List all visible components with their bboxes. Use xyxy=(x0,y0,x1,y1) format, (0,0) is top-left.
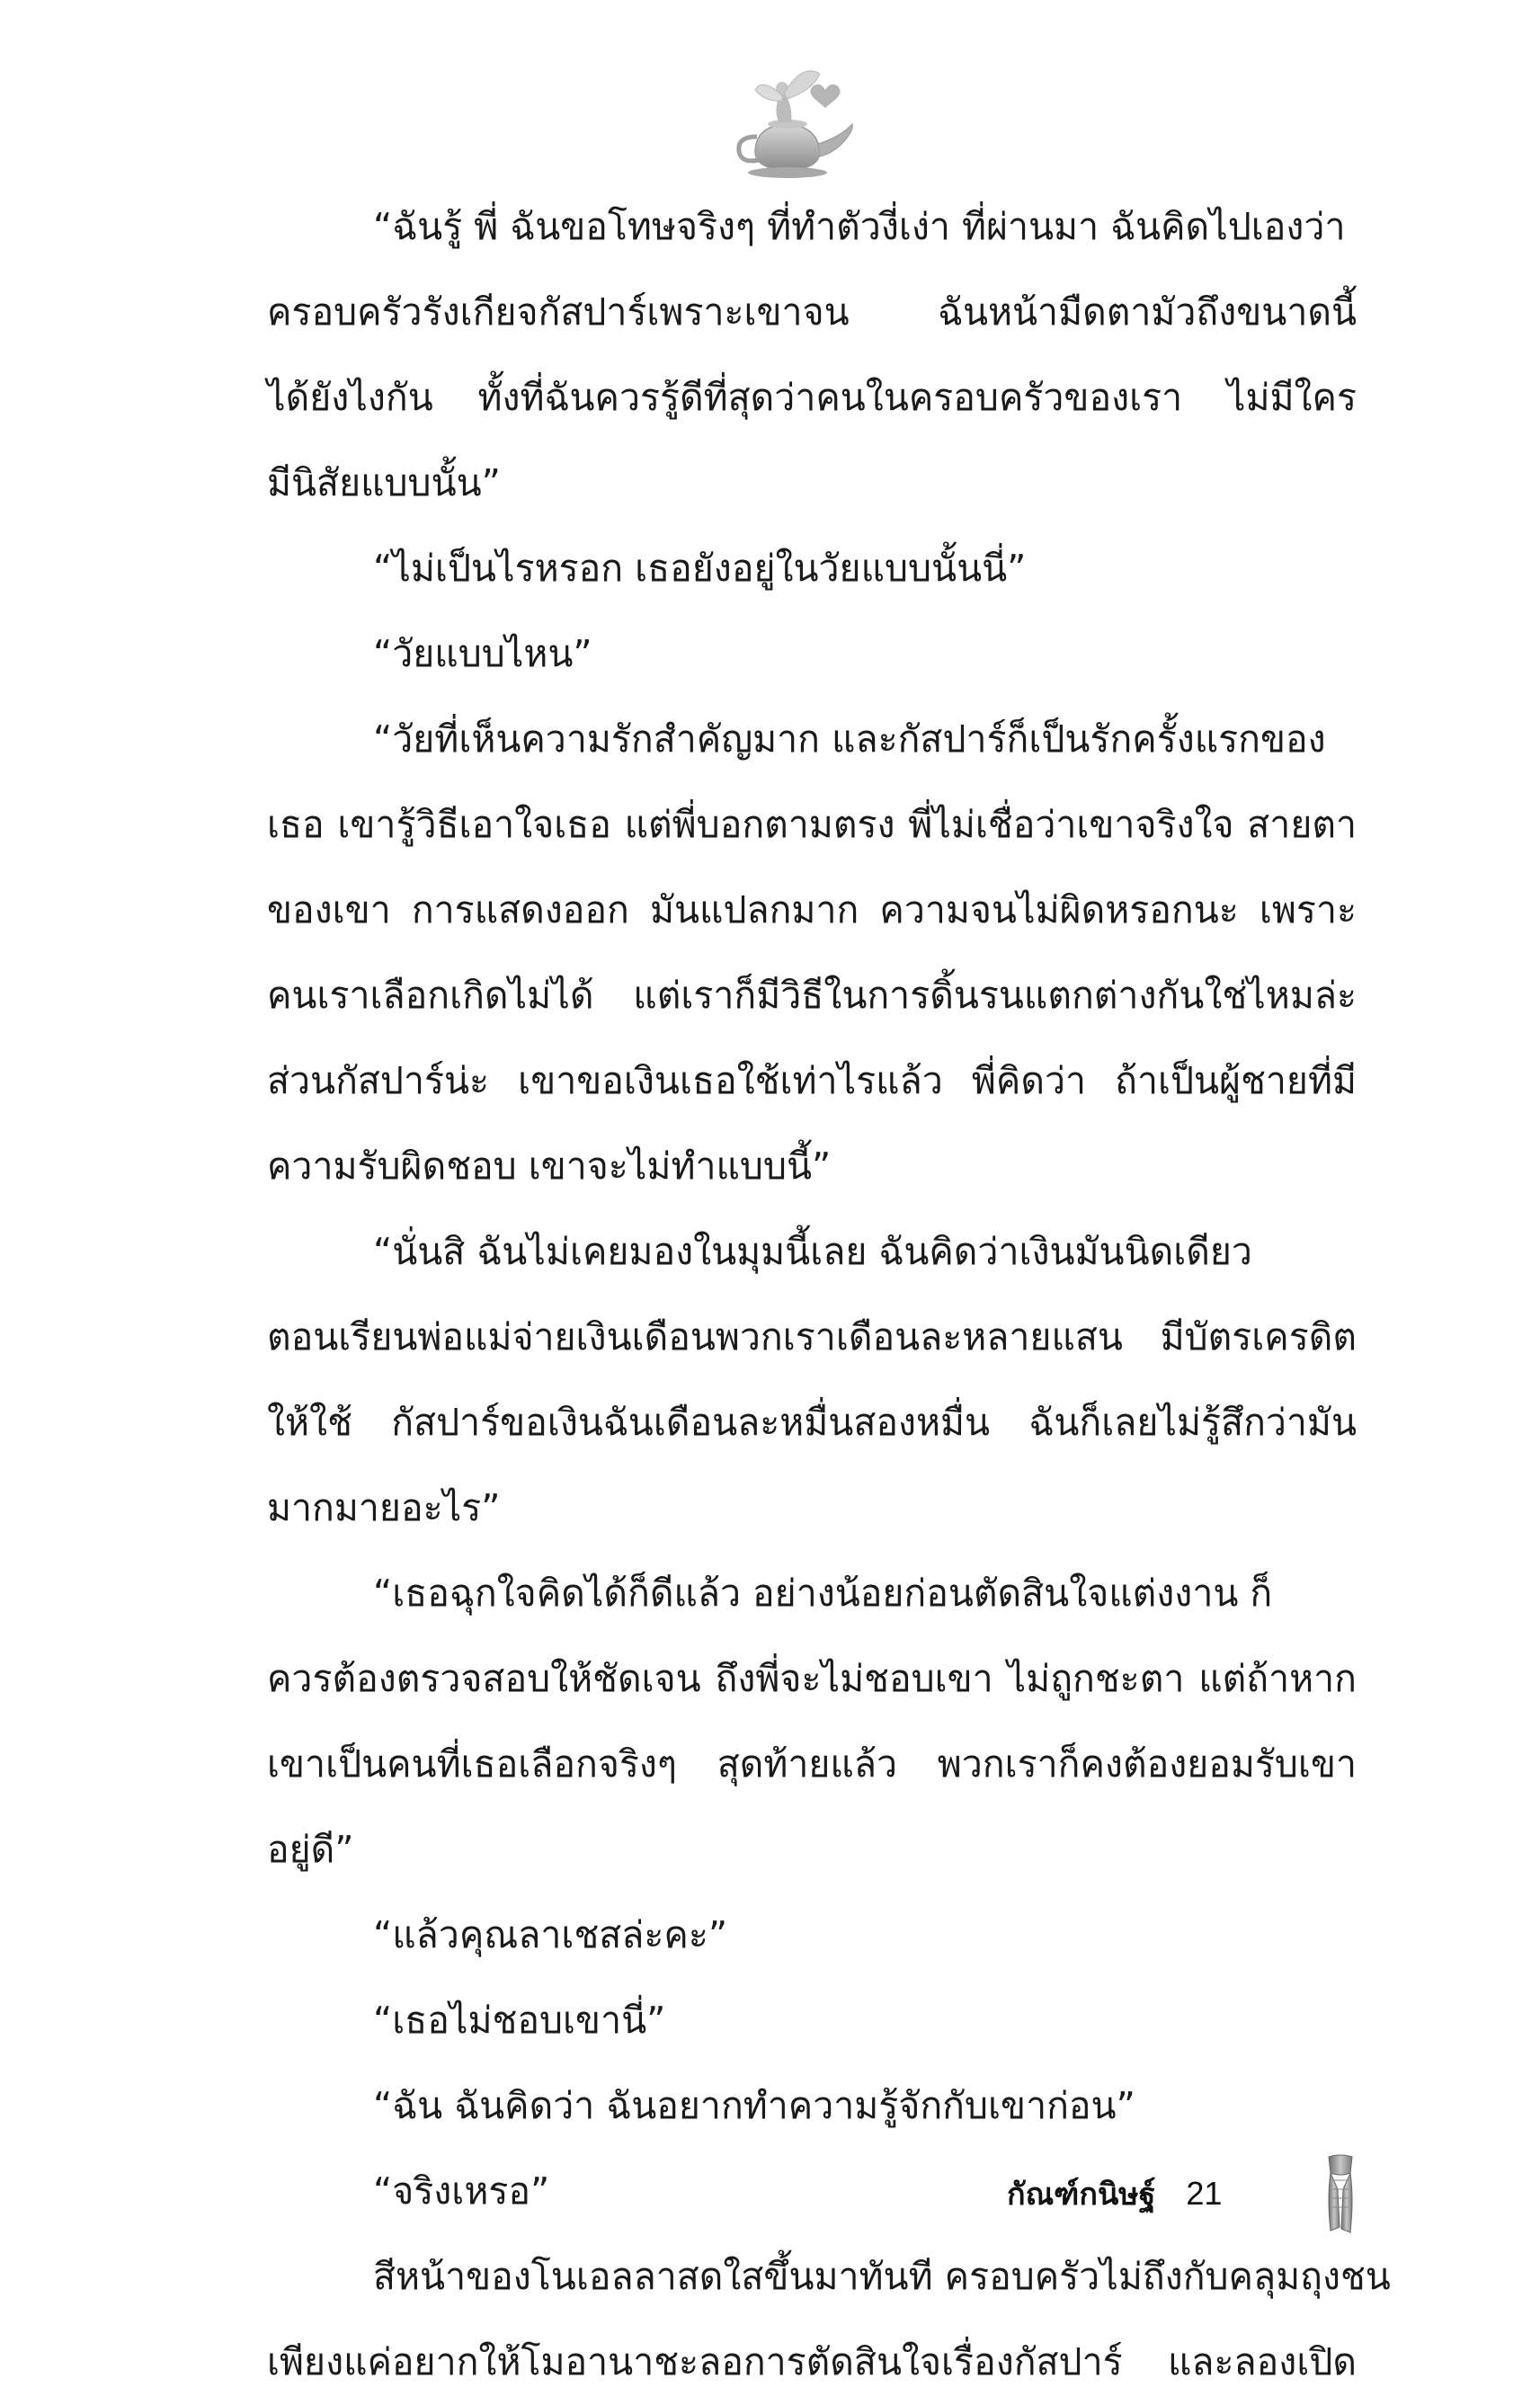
paragraph-line: เธอ เขารู้วิธีเอาใจเธอ แต่พี่บอกตามตรง พี่ไม่เชื่อว่าเขาจริงใจ สายตา xyxy=(267,803,1357,846)
paragraph-line: ครอบครัวรังเกียจกัสปาร์เพราะเขาจน ฉันหน้ามืดตามัวถึงขนาดนี้ xyxy=(267,290,1357,334)
paragraph-line: “ฉันรู้ พี่ ฉันขอโทษจริงๆ ที่ทำตัวงี่เง่า ที่ผ่านมา ฉันคิดไปเองว่า xyxy=(373,205,1346,248)
teapot-fairy-ornament-icon xyxy=(719,54,872,189)
paragraph-line: เพียงแค่อยากให้โมอานาชะลอการตัดสินใจเรื่องกัสปาร์ และลองเปิด xyxy=(267,2340,1357,2383)
paragraph-line: สีหน้าของโนเอลลาสดใสขึ้นมาทันที ครอบครัวไม่ถึงกับคลุมถุงชน xyxy=(373,2255,1391,2298)
paragraph-line: อยู่ดี” xyxy=(267,1828,354,1871)
paragraph-line: เขาเป็นคนที่เธอเลือกจริงๆ สุดท้ายแล้ว พวกเราก็คงต้องยอมรับเขา xyxy=(267,1742,1357,1786)
paragraph-line: ควรต้องตรวจสอบให้ชัดเจน ถึงพี่จะไม่ชอบเขา ไม่ถูกชะตา แต่ถ้าหาก xyxy=(267,1657,1357,1700)
paragraph-line: “ไม่เป็นไรหรอก เธอยังอยู่ในวัยแบบนั้นนี่” xyxy=(373,547,1027,590)
page-number: 21 xyxy=(1186,2175,1223,2212)
paragraph-line: “ฉัน ฉันคิดว่า ฉันอยากทำความรู้จักกับเขาก่อน” xyxy=(373,2084,1135,2127)
paragraph-line: “แล้วคุณลาเชสล่ะคะ” xyxy=(373,1913,728,1956)
paragraph-line: ส่วนกัสปาร์น่ะ เขาขอเงินเธอใช้เท่าไรแล้ว พี่คิดว่า ถ้าเป็นผู้ชายที่มี xyxy=(267,1059,1357,1102)
book-title: กัณฑ์กนิษฐ์ xyxy=(1007,2177,1156,2213)
body-text xyxy=(267,184,1391,2405)
paragraph-line: คนเราเลือกเกิดไม่ได้ แต่เราก็มีวิธีในการดิ้นรนแตกต่างกันใช่ไหมล่ะ xyxy=(267,974,1357,1017)
scarf-ornament-icon xyxy=(1320,2153,1361,2236)
paragraph-line: ตอนเรียนพ่อแม่จ่ายเงินเดือนพวกเราเดือนละหลายแสน มีบัตรเครดิต xyxy=(267,1315,1357,1358)
paragraph-line: “จริงเหรอ” xyxy=(373,2169,550,2213)
paragraph-line: “เธอไม่ชอบเขานี่” xyxy=(373,1999,666,2042)
paragraph-line: มากมายอะไร” xyxy=(267,1486,501,1529)
page-footer xyxy=(1007,2167,1222,2221)
paragraph-line: “เธอฉุกใจคิดได้ก็ดีแล้ว อย่างน้อยก่อนตัดสินใจแต่งงาน ก็ xyxy=(373,1572,1273,1615)
paragraph-line: ได้ยังไงกัน ทั้งที่ฉันควรรู้ดีที่สุดว่าคนในครอบครัวของเรา ไม่มีใคร xyxy=(267,376,1357,419)
paragraph-line: “วัยที่เห็นความรักสำคัญมาก และกัสปาร์ก็เป็นรักครั้งแรกของ xyxy=(373,717,1326,761)
paragraph-line: “วัยแบบไหน” xyxy=(373,632,592,675)
paragraph-line: ให้ใช้ กัสปาร์ขอเงินฉันเดือนละหมื่นสองหมื่น ฉันก็เลยไม่รู้สึกว่ามัน xyxy=(267,1401,1357,1444)
paragraph-line: ของเขา การแสดงออก มันแปลกมาก ความจนไม่ผิดหรอกนะ เพราะ xyxy=(267,888,1357,931)
paragraph-line: มีนิสัยแบบนั้น” xyxy=(267,461,501,504)
paragraph-line: “นั่นสิ ฉันไม่เคยมองในมุมนี้เลย ฉันคิดว่าเงินมันนิดเดียว xyxy=(373,1230,1252,1273)
paragraph-line: ความรับผิดชอบ เขาจะไม่ทำแบบนี้” xyxy=(267,1145,832,1188)
